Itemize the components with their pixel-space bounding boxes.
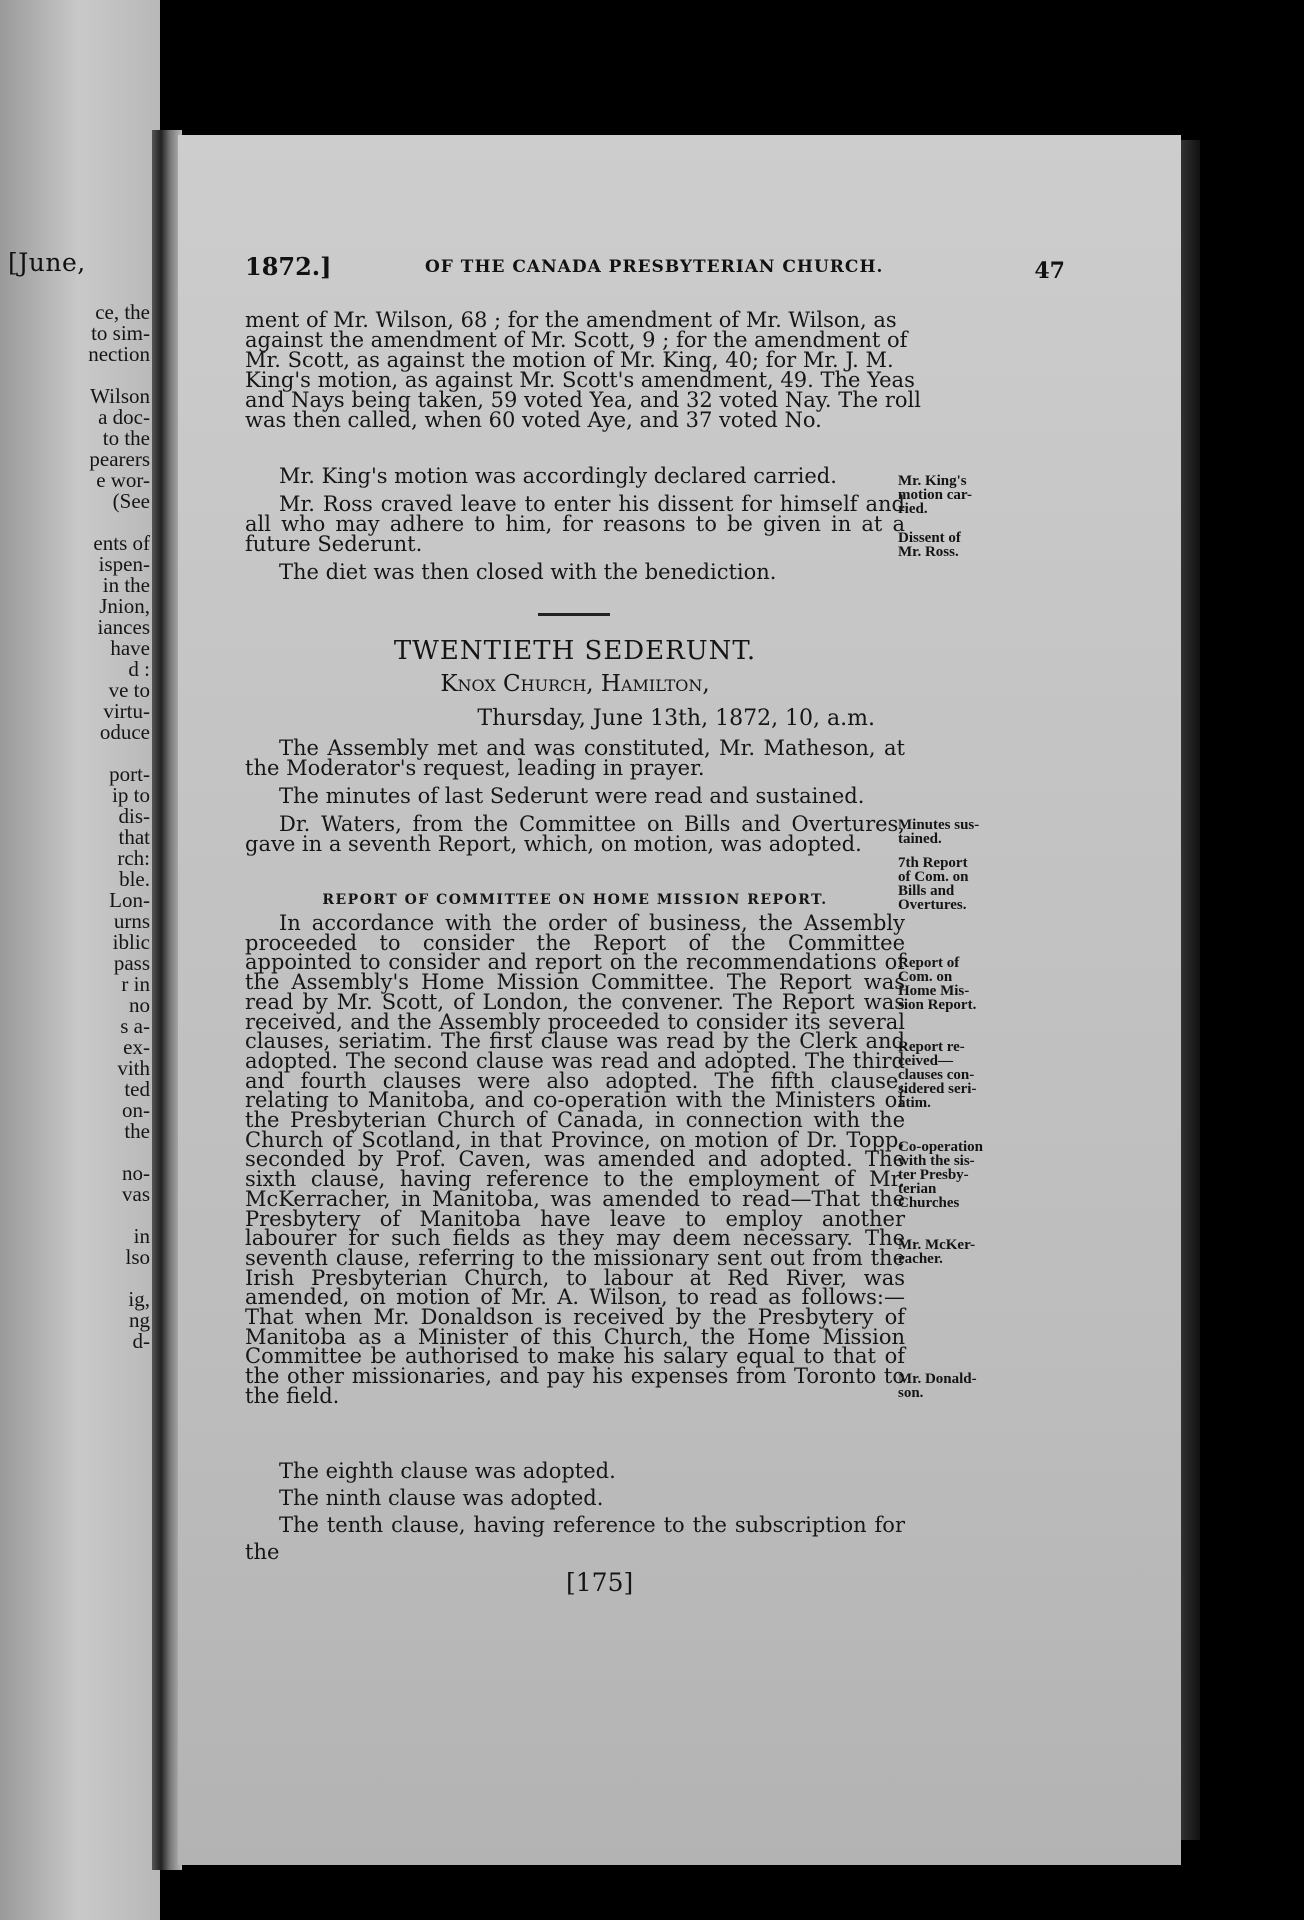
paragraph: The Assembly met and was constituted, Mr. Matheson, at the Moderator's request, leading in prayer.: [245, 736, 905, 780]
left-page-line: pearers: [89, 447, 150, 471]
margin-note-line: Mr. King's: [898, 473, 967, 489]
sederunt-title: TWENTIETH SEDERUNT.: [393, 636, 757, 666]
left-page-line: Jnion,: [99, 594, 150, 618]
vote-paragraph: [245, 308, 921, 432]
sederunt-date: Thursday, June 13th, 1872, 10, a.m.: [477, 706, 875, 731]
margin-note-line: Mr. Ross.: [898, 544, 959, 560]
paragraph: The minutes of last Sederunt were read and sustained.: [279, 784, 865, 808]
margin-note-line: sidered seri-: [898, 1081, 977, 1097]
left-page-line: (See: [112, 489, 150, 513]
report-paragraph: In accordance with the order of business, the Assembly proceeded to consider the Report of the Committee appointed to consider and report on the recommendations of the Assembly's Home Mission Committee. The Report was read by Mr. Scott, of London, the convener. The Report was received, and the Assembly proceeded to consider its several clauses, seriatim. The first clause was read by the Clerk and adopted. The second clause was read and adopted. The third and fourth clauses were also adopted. The fifth clause, relating to Manitoba, and co-operation with the Ministers of the Presbyterian Church of Canada, in connection with the Church of Scotland, in that Province, on motion of Dr. Topp, seconded by Prof. Caven, was amended and adopted. The sixth clause, having reference to the employment of Mr. McKerracher, in Manitoba, was amended to read—That the Presbytery of Manitoba have leave to employ another labourer for such fields as they may deem necessary. The seventh clause, referring to the missionary sent out from the Irish Presbyterian Church, to labour at Red River, was amended, on motion of Mr. A. Wilson, to read as follows:—That when Mr. Donaldson is received by the Presbytery of Manitoba as a Minister of this Church, the Home Mission Committee be authorised to make his salary equal to that of the other missionaries, and pay his expenses from Toronto to the field.: [245, 911, 905, 1408]
left-page-line: Wilson: [90, 384, 150, 408]
paragraph: Mr. Ross craved leave to enter his dissent for himself and all who may adhere to him, for reasons to be given in at a future Sederunt.: [245, 492, 905, 556]
left-page-line: ex-: [123, 1035, 150, 1059]
margin-note-line: of Com. on: [898, 869, 969, 885]
left-page-line: ip to: [112, 783, 150, 807]
left-page-line: ents of: [93, 531, 150, 555]
margin-note: [898, 818, 1008, 846]
margin-note-line: racher.: [898, 1251, 943, 1267]
vote-line: Mr. Scott, as against the motion of Mr. King, 40; for Mr. J. M.: [245, 348, 894, 372]
left-page-line: have: [110, 636, 150, 660]
margin-note-line: ceived—: [898, 1053, 953, 1069]
margin-note-line: Home Mis-: [898, 983, 970, 999]
left-page-line: ispen-: [98, 552, 150, 576]
margin-note: [898, 474, 1008, 516]
left-page-line: port-: [109, 762, 150, 786]
margin-note: [898, 1040, 1008, 1110]
sederunt-place: Knox Church, Hamilton,: [440, 671, 710, 697]
running-head-year: 1872.]: [245, 252, 332, 281]
margin-note-line: son.: [898, 1385, 924, 1401]
margin-note: [898, 856, 1008, 912]
vote-line: and Nays being taken, 59 voted Yea, and 32 voted Nay. The roll: [245, 388, 921, 412]
report-heading: REPORT OF COMMITTEE ON HOME MISSION REPORT.: [322, 892, 828, 908]
paragraphs-top: [245, 466, 905, 590]
margin-note-line: ter Presby-: [898, 1167, 969, 1183]
left-page-line: r in: [121, 972, 150, 996]
margin-note-line: Com. on: [898, 969, 953, 985]
margin-note-line: Report of: [898, 955, 960, 971]
margin-note: [898, 1372, 1008, 1400]
margin-note-line: Overtures.: [898, 897, 967, 913]
left-page-line: vas: [122, 1182, 150, 1206]
left-page-line: ce, the: [95, 300, 150, 324]
left-page-line: ble.: [119, 867, 150, 891]
left-page-line: ve to: [108, 678, 150, 702]
margin-note: [898, 956, 1008, 1012]
left-page-line: dis-: [118, 804, 150, 828]
left-page-line: in the: [102, 573, 150, 597]
margin-note-line: motion car-: [898, 487, 973, 503]
report-body: [245, 911, 905, 1415]
margin-note-line: ried.: [898, 501, 928, 517]
paragraphs-mid: [245, 738, 905, 862]
left-page-line: ted: [124, 1077, 150, 1101]
margin-note-line: Mr. McKer-: [898, 1237, 976, 1253]
margin-note: [898, 1140, 1008, 1210]
paragraph: The diet was then closed with the benediction.: [279, 560, 777, 584]
vote-line: ment of Mr. Wilson, 68 ; for the amendment of Mr. Wilson, as: [245, 308, 897, 332]
left-page-line: iblic: [112, 930, 150, 954]
paragraphs-bottom: [245, 1458, 905, 1566]
margin-note-line: with the sis-: [898, 1153, 975, 1169]
left-page-line: ng: [129, 1308, 150, 1332]
margin-note-line: Report re-: [898, 1039, 965, 1055]
margin-note-line: clauses con-: [898, 1067, 975, 1083]
left-page-line: lso: [125, 1245, 150, 1269]
left-page-line: iances: [97, 615, 150, 639]
paragraph: Mr. King's motion was accordingly declared carried.: [279, 464, 837, 488]
margin-note-line: sion Report.: [898, 997, 977, 1013]
left-page-line: no: [129, 993, 150, 1017]
left-page-line: virtu-: [103, 699, 150, 723]
margin-note-line: terian: [898, 1181, 937, 1197]
margin-note-line: Mr. Donald-: [898, 1371, 977, 1387]
left-page-line: a doc-: [98, 405, 150, 429]
folio-number: [175]: [566, 1568, 634, 1597]
left-page-line: s a-: [120, 1014, 150, 1038]
left-page-line: to sim-: [91, 321, 150, 345]
margin-note-line: Minutes sus-: [898, 817, 980, 833]
left-page-header: [June,: [8, 248, 86, 277]
paragraph: The ninth clause was adopted.: [279, 1486, 604, 1510]
margin-note-line: Bills and: [898, 883, 955, 899]
section-divider: [538, 613, 610, 616]
left-page: [0, 0, 160, 1920]
left-page-line: oduce: [99, 720, 150, 744]
left-page-line: d-: [132, 1329, 150, 1353]
margin-note: [898, 531, 1008, 559]
margin-note: [898, 1238, 1008, 1266]
left-page-line: the: [124, 1119, 150, 1143]
left-page-line: on-: [122, 1098, 150, 1122]
vote-line: against the amendment of Mr. Scott, 9 ; for the amendment of: [245, 328, 908, 352]
vote-line: King's motion, as against Mr. Scott's amendment, 49. The Yeas: [245, 368, 915, 392]
left-page-line: to the: [102, 426, 150, 450]
left-page-line: no-: [122, 1161, 150, 1185]
left-page-line: ig,: [128, 1287, 150, 1311]
paragraph: The eighth clause was adopted.: [279, 1459, 616, 1483]
margin-note-line: Co-operation: [898, 1139, 983, 1155]
running-head-title: OF THE CANADA PRESBYTERIAN CHURCH.: [425, 257, 884, 277]
left-page-line: that: [118, 825, 150, 849]
left-page-line: pass: [113, 951, 150, 975]
left-page-line: rch:: [117, 846, 150, 870]
paragraph: The tenth clause, having reference to the subscription for the: [245, 1513, 905, 1564]
running-head: [245, 252, 1065, 284]
margin-note-line: Churches: [898, 1195, 960, 1211]
left-page-line: in: [133, 1224, 150, 1248]
left-page-line: e wor-: [96, 468, 150, 492]
left-page-line: Lon-: [109, 888, 150, 912]
left-page-line: nection: [88, 342, 150, 366]
left-page-line: urns: [113, 909, 150, 933]
margin-note-line: Dissent of: [898, 530, 961, 546]
margin-note-line: atim.: [898, 1095, 931, 1111]
margin-note-line: tained.: [898, 831, 942, 847]
left-page-line: vith: [117, 1056, 150, 1080]
left-page-line: d :: [128, 657, 150, 681]
margin-note-line: 7th Report: [898, 855, 968, 871]
page-number: 47: [1034, 258, 1065, 284]
paragraph: Dr. Waters, from the Committee on Bills and Overtures, gave in a seventh Report, which, on motion, was adopted.: [245, 812, 905, 856]
vote-line: was then called, when 60 voted Aye, and 37 voted No.: [245, 408, 822, 432]
